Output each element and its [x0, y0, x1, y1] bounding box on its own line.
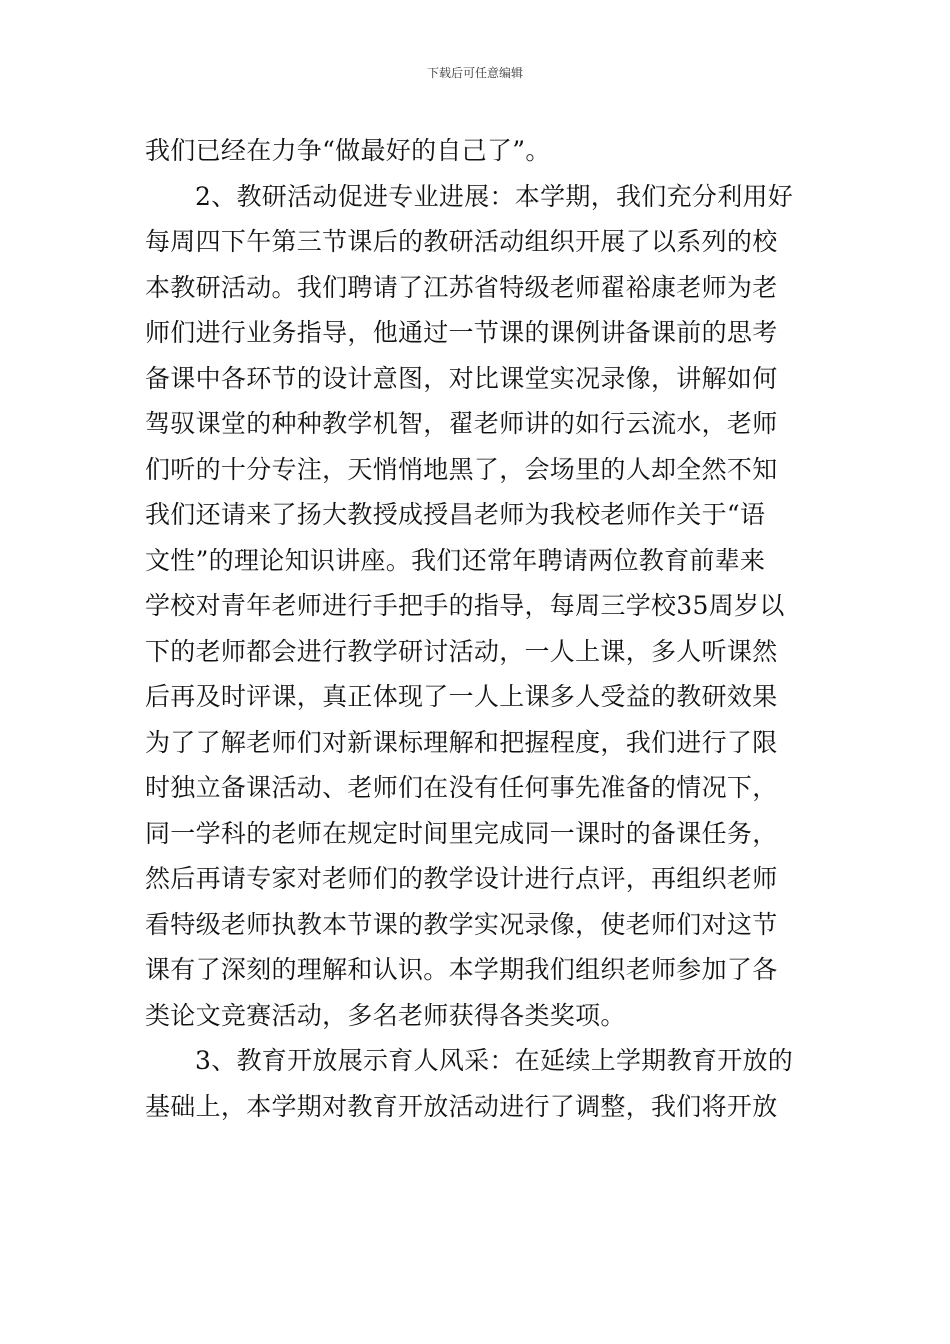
text-line: 为了了解老师们对新课标理解和把握程度，我们进行了限 — [145, 727, 778, 757]
text-line: 时独立备课活动、老师们在没有任何事先准备的情况下， — [145, 773, 778, 802]
text-line: 然后再请专家对老师们的教学设计进行点评，再组织老师 — [145, 864, 778, 893]
text-line: 3、教育开放展示育人风采：在延续上学期教育开放的 — [195, 1046, 794, 1075]
text-line: 2、教研活动促进专业进展：本学期，我们充分利用好 — [195, 181, 794, 211]
text-line: 看特级老师执教本节课的教学实况录像，使老师们对这节 — [145, 909, 778, 939]
text-line: 同一学科的老师在规定时间里完成同一课时的备课任务， — [145, 818, 778, 848]
body-text — [145, 128, 809, 1129]
text-line: 文性”的理论知识讲座。我们还常年聘请两位教育前辈来 — [145, 545, 766, 575]
text-line: 基础上，本学期对教育开放活动进行了调整，我们将开放 — [145, 1091, 778, 1121]
text-line: 驾驭课堂的种种教学机智，翟老师讲的如行云流水，老师 — [145, 409, 778, 438]
text-line: 下的老师都会进行教学研讨活动，一人上课，多人听课然 — [145, 636, 778, 666]
text-line: 备课中各环节的设计意图，对比课堂实况录像，讲解如何 — [145, 363, 778, 393]
text-line: 每周四下午第三节课后的教研活动组织开展了以系列的校 — [145, 227, 778, 256]
text-line: 类论文竞赛活动，多名老师获得各类奖项。 — [145, 1000, 626, 1030]
text-line: 课有了深刻的理解和认识。本学期我们组织老师参加了各 — [145, 955, 778, 984]
text-line: 后再及时评课，真正体现了一人上课多人受益的教研效果 — [145, 682, 778, 711]
text-line: 我们已经在力争“做最好的自己了”。 — [145, 136, 551, 165]
text-line: 我们还请来了扬大教授成授昌老师为我校老师作关于“语 — [145, 500, 766, 529]
text-line: 们听的十分专注，天悄悄地黑了，会场里的人却全然不知 — [145, 454, 778, 484]
text-line: 学校对青年老师进行手把手的指导，每周三学校35周岁以 — [145, 591, 785, 620]
text-line: 师们进行业务指导，他通过一节课的课例讲备课前的思考 — [145, 318, 778, 347]
page-header: 下载后可任意编辑 — [426, 66, 523, 80]
text-line: 本教研活动。我们聘请了江苏省特级老师翟裕康老师为老 — [145, 272, 778, 302]
